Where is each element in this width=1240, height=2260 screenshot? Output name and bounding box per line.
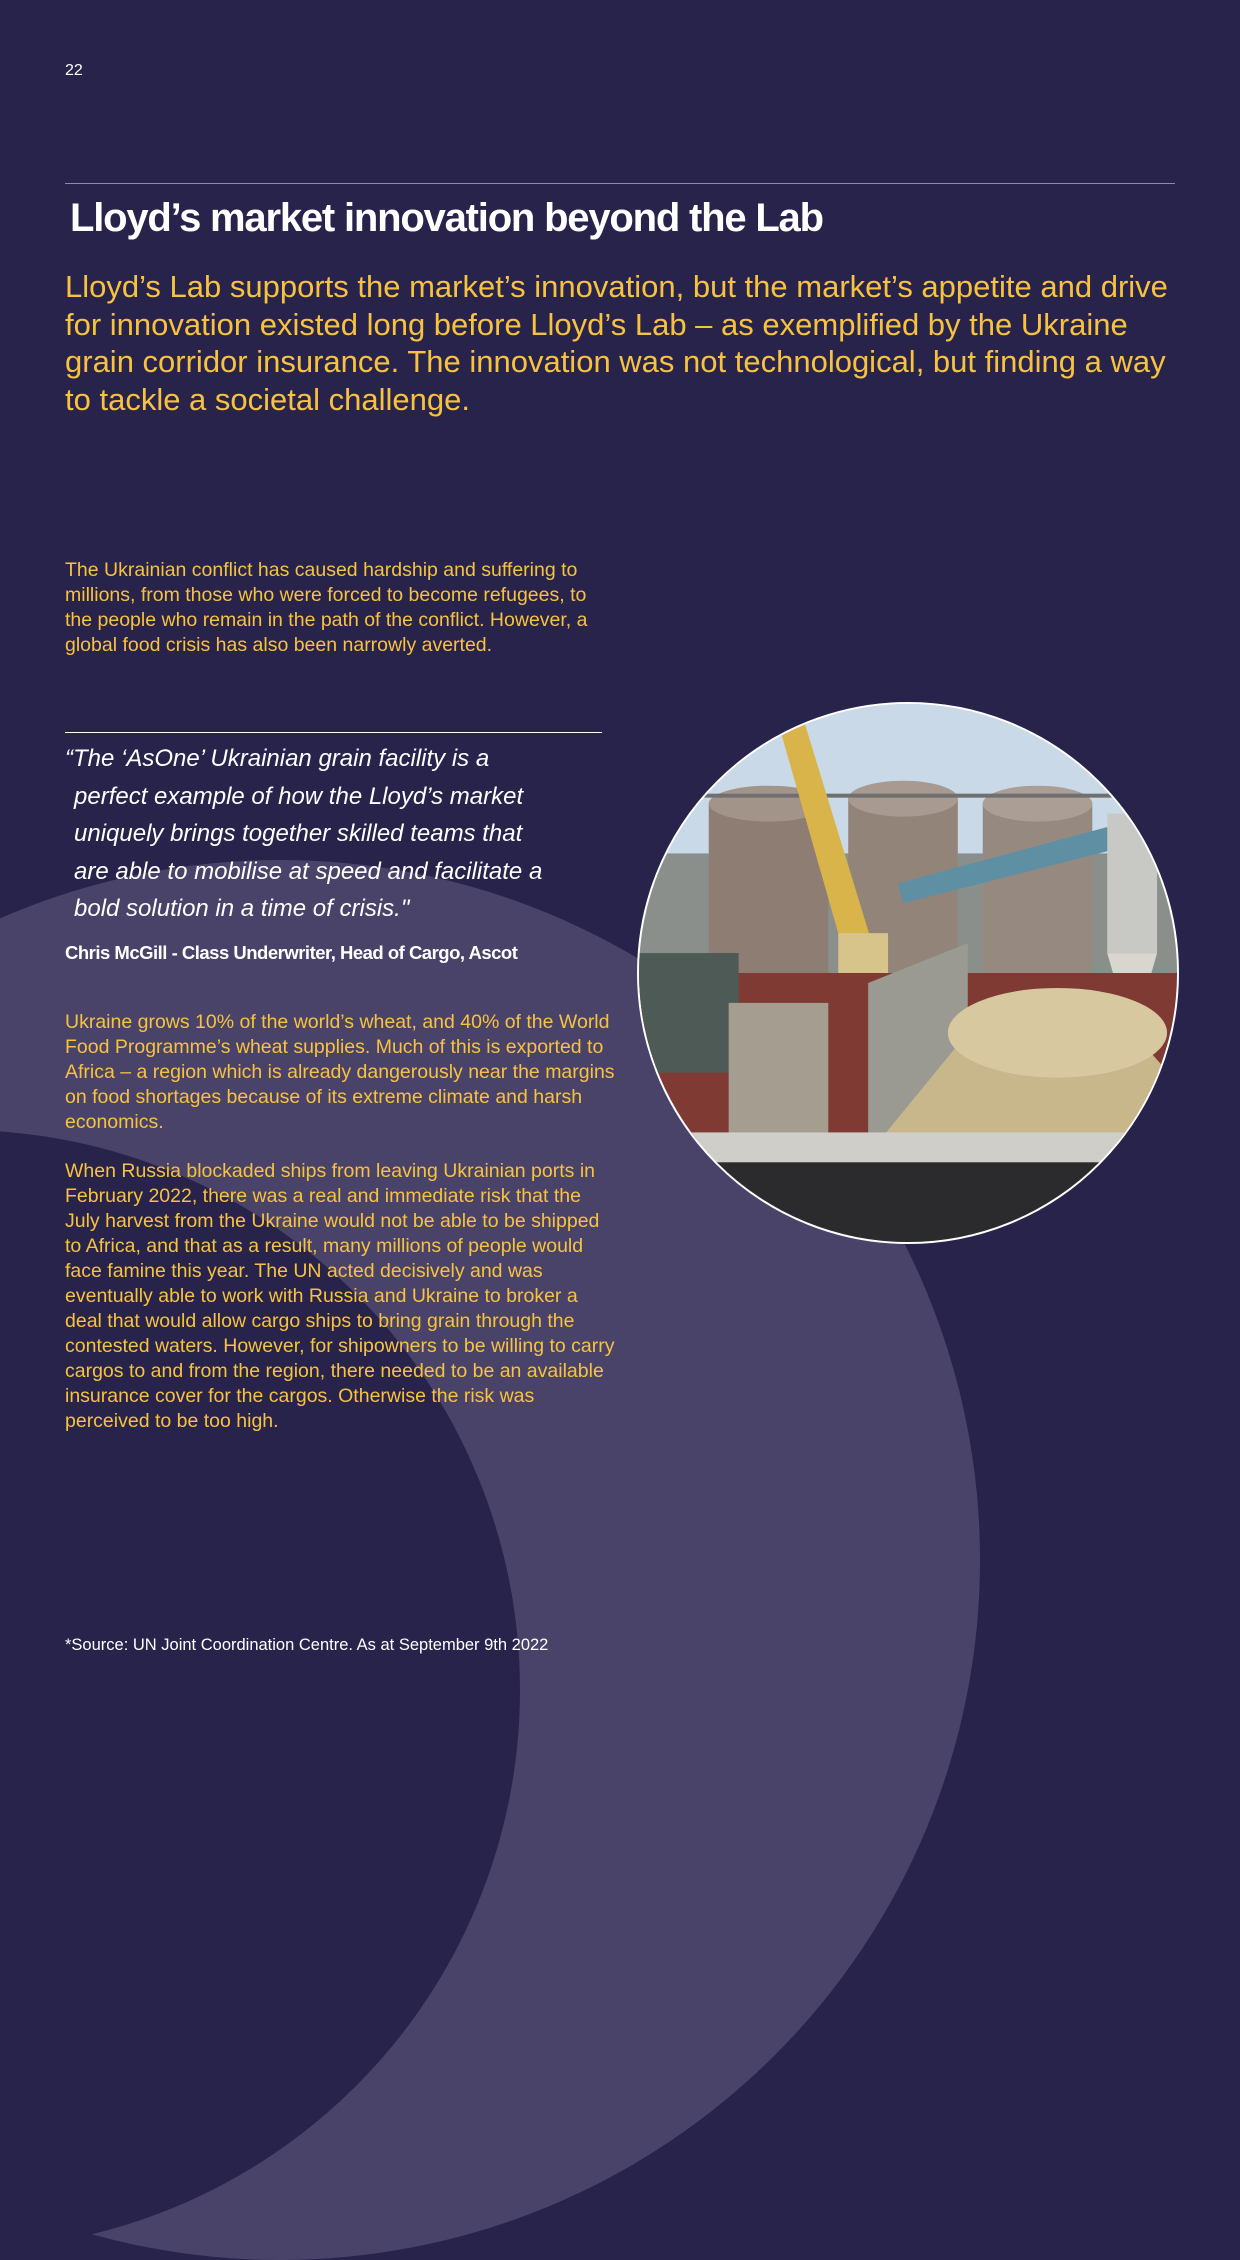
intro-text: Lloyd’s Lab supports the market’s innovation, but the market’s appetite and drive for innovation existed long before Lloyd’s Lab – as exemplified by the Ukraine grain corridor insurance. The innovation was not technological, but finding a way to tackle a societal challenge.: [65, 269, 1168, 417]
body-paragraph-3: When Russia blockaded ships from leaving Ukrainian ports in February 2022, there was a real and immediate risk that the July harvest from the Ukraine would not be able to be shipped to Africa, and that as a result, many millions of people would face famine this year. The UN acted decisively and was eventually able to work with Russia and Ukraine to broker a deal that would allow cargo ships to bring grain through the contested waters. However, for shipowners to be willing to carry cargos to and from the region, there needed to be an available insurance cover for the cargos. Otherwise the risk was perceived to be too high.: [65, 1160, 615, 1432]
page-title: Lloyd’s market innovation beyond the Lab: [70, 196, 823, 240]
grain-terminal-photo: [637, 702, 1179, 1244]
grain-terminal-illustration: [639, 704, 1177, 1242]
quote-line: “The ‘AsOne’ Ukrainian grain facility is a: [65, 745, 490, 772]
quote-line: uniquely brings together skilled teams that: [74, 820, 523, 847]
page-number: 22: [65, 62, 83, 79]
quote-attribution: Chris McGill - Class Underwriter, Head of Cargo, Ascot: [65, 942, 518, 963]
pull-quote: [65, 740, 605, 928]
quote-line: are able to mobilise at speed and facilitate a: [74, 857, 543, 885]
quote-divider: [65, 732, 602, 733]
quote-line: perfect example of how the Lloyd’s market: [74, 782, 524, 810]
header-divider: [65, 183, 1175, 184]
body-paragraph-2: Ukraine grows 10% of the world’s wheat, and 40% of the World Food Programme’s wheat supplies. Much of this is exported to Africa – a region which is already dangerously near the margins on food shortages because of its extreme climate and harsh economics.: [65, 1011, 615, 1133]
source-footnote: *Source: UN Joint Coordination Centre. As at September 9th 2022: [65, 1636, 549, 1654]
quote-line: bold solution in a time of crisis.": [74, 895, 410, 922]
body-paragraph-1: The Ukrainian conflict has caused hardship and suffering to millions, from those who were forced to become refugees, to the people who remain in the path of the conflict. However, a global food crisis has also been narrowly averted.: [65, 559, 588, 656]
